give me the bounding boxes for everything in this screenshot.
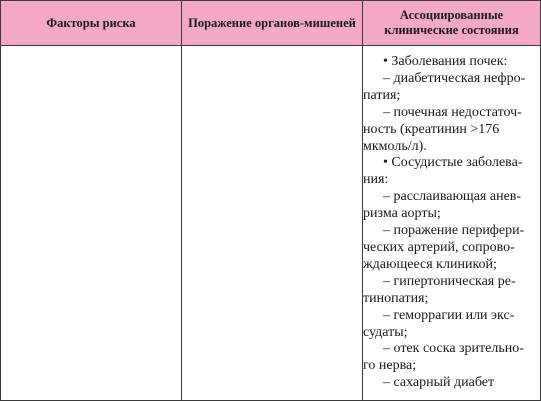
list-item: • Заболевания почек:: [383, 54, 508, 69]
list-item-continuation: патия;: [363, 87, 401, 103]
list-item-continuation: ность (креатинин >176: [363, 121, 500, 137]
header-target-organ-damage: [182, 1, 362, 45]
list-item-continuation: ризма аорты;: [363, 206, 441, 222]
list-item: – сахарный диабет: [383, 375, 495, 391]
list-item: • Сосудистые заболева-: [383, 155, 523, 171]
list-item: – диабетическая нефро-: [383, 70, 526, 86]
column-divider: [181, 1, 182, 400]
list-item-continuation: тинопатия;: [363, 290, 429, 306]
list-item: – геморрагии или экс-: [383, 307, 515, 323]
header-associated-conditions: [363, 1, 540, 45]
list-item-continuation: судаты;: [363, 324, 408, 340]
list-item-continuation: ния:: [363, 172, 389, 188]
list-item: – расслаивающая анев-: [383, 189, 522, 205]
list-item: – почечная недостаточ-: [383, 104, 522, 120]
list-item: – гипертоническая ре-: [383, 273, 516, 289]
table-header: [1, 1, 540, 46]
header-target-organ-damage-label: Поражение органов-мишеней: [188, 15, 356, 30]
list-item: – поражение перифери-: [383, 223, 525, 239]
list-item-continuation: мкмоль/л).: [363, 138, 427, 154]
list-item: – отек соска зрительно-: [383, 341, 524, 357]
header-associated-conditions-label: Ассоциированные клинические состояния: [384, 8, 519, 37]
cell-associated-conditions: [363, 54, 539, 392]
list-item-continuation: го нерва;: [363, 358, 417, 374]
header-risk-factors: [1, 1, 181, 45]
list-item-continuation: ждающееся клиникой;: [363, 256, 497, 272]
list-item-continuation: ческих артерий, сопрово-: [363, 239, 515, 255]
header-risk-factors-label: Факторы риска: [46, 15, 136, 30]
